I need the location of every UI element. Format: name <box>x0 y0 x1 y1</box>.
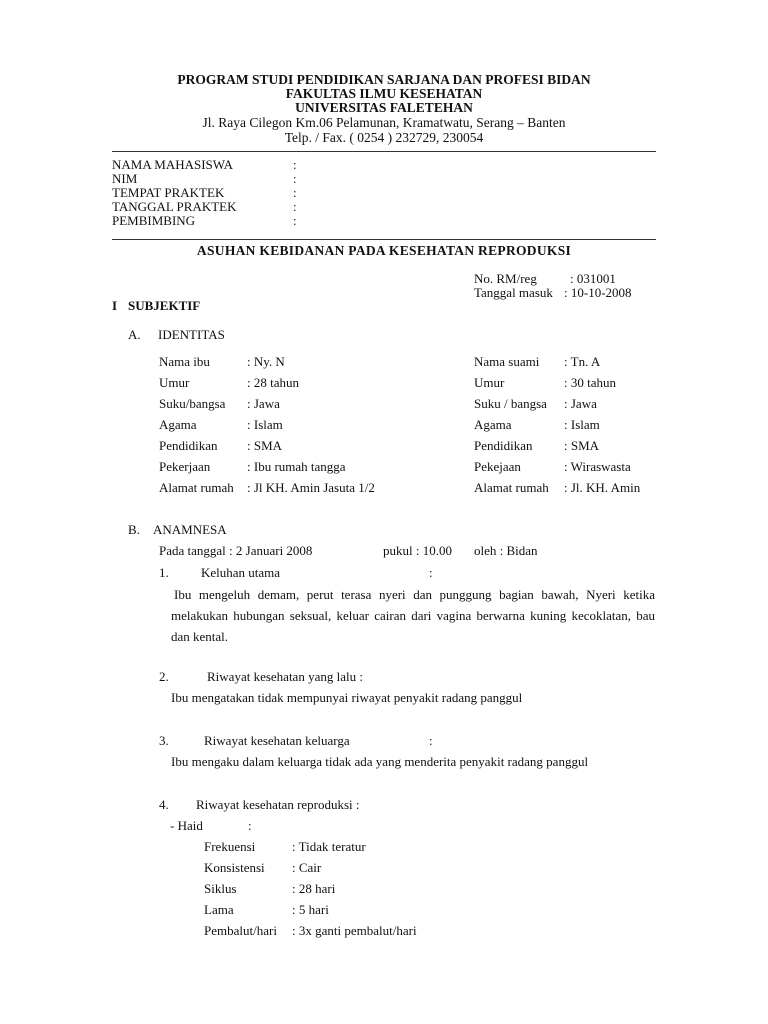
suami-value: : Jl. KH. Amin <box>564 480 641 495</box>
anamnesa-by: oleh : Bidan <box>474 543 538 558</box>
item-number: 1. <box>159 565 169 580</box>
student-label: TANGGAL PRAKTEK <box>112 199 237 214</box>
student-label: TEMPAT PRAKTEK <box>112 185 225 200</box>
subsection-title: IDENTITAS <box>158 327 225 342</box>
haid-row-label: Siklus <box>204 881 237 896</box>
student-sep: : <box>293 185 297 200</box>
ibu-label: Umur <box>159 375 190 390</box>
ibu-label: Pekerjaan <box>159 459 211 474</box>
student-label: NIM <box>112 171 138 186</box>
student-divider <box>112 239 656 240</box>
ibu-label: Nama ibu <box>159 354 210 369</box>
subsection-letter: A. <box>128 327 141 342</box>
suami-label: Agama <box>474 417 512 432</box>
suami-value: : Islam <box>564 417 600 432</box>
suami-label: Pekejaan <box>474 459 521 474</box>
header-divider <box>112 151 656 152</box>
institution-university: UNIVERSITAS FALETEHAN <box>295 100 473 115</box>
student-sep: : <box>293 171 297 186</box>
item-number: 3. <box>159 733 169 748</box>
item-sep: : <box>429 565 433 580</box>
suami-label: Pendidikan <box>474 438 533 453</box>
haid-row-label: Pembalut/hari <box>204 923 277 938</box>
ibu-label: Suku/bangsa <box>159 396 226 411</box>
item-number: 2. <box>159 669 169 684</box>
haid-sep: : <box>248 818 252 833</box>
ibu-value: : Ibu rumah tangga <box>247 459 346 474</box>
suami-label: Suku / bangsa <box>474 396 547 411</box>
suami-value: : Jawa <box>564 396 597 411</box>
haid-row-label: Konsistensi <box>204 860 265 875</box>
anamnesa-date: Pada tanggal : 2 Januari 2008 <box>159 543 313 558</box>
ibu-value: : Islam <box>247 417 283 432</box>
item-text: Ibu mengeluh demam, perut terasa nyeri dan punggung bagian bawah, Nyeri ketika melakukan hubungan seksual, keluar cairan dari vagina berwarna kuning kecoklatan, bau dan kental. <box>171 587 655 644</box>
suami-label: Alamat rumah <box>474 480 549 495</box>
ibu-value: : 28 tahun <box>247 375 299 390</box>
item-number: 4. <box>159 797 169 812</box>
haid-row-value: : 28 hari <box>292 881 336 896</box>
suami-value: : SMA <box>564 438 600 453</box>
anamnesa-time: pukul : 10.00 <box>383 543 452 558</box>
ibu-label: Pendidikan <box>159 438 218 453</box>
institution-phone: Telp. / Fax. ( 0254 ) 232729, 230054 <box>284 130 484 145</box>
record-rm-value: : 031001 <box>570 271 616 286</box>
section-number: I <box>112 298 118 313</box>
item-label: Riwayat kesehatan yang lalu : <box>207 669 363 684</box>
suami-label: Nama suami <box>474 354 540 369</box>
student-sep: : <box>293 199 297 214</box>
ibu-value: : Jl KH. Amin Jasuta 1/2 <box>247 480 375 495</box>
subsection-letter: B. <box>128 522 140 537</box>
ibu-value: : Jawa <box>247 396 280 411</box>
haid-label: - Haid <box>170 818 203 833</box>
student-sep: : <box>293 213 297 228</box>
ibu-label: Alamat rumah <box>159 480 234 495</box>
subsection-title: ANAMNESA <box>153 522 227 537</box>
suami-value: : Tn. A <box>564 354 601 369</box>
student-label: NAMA MAHASISWA <box>112 157 233 172</box>
suami-label: Umur <box>474 375 505 390</box>
ibu-value: : Ny. N <box>247 354 285 369</box>
haid-row-value: : 5 hari <box>292 902 329 917</box>
item-text: Ibu mengatakan tidak mempunyai riwayat penyakit radang panggul <box>171 690 523 705</box>
student-label: PEMBIMBING <box>112 213 196 228</box>
haid-row-value: : Tidak teratur <box>292 839 366 854</box>
haid-row-label: Frekuensi <box>204 839 256 854</box>
suami-value: : 30 tahun <box>564 375 616 390</box>
haid-row-label: Lama <box>204 902 234 917</box>
item-label: Riwayat kesehatan reproduksi : <box>196 797 360 812</box>
item-sep: : <box>429 733 433 748</box>
institution-address: Jl. Raya Cilegon Km.06 Pelamunan, Kramatwatu, Serang – Banten <box>202 115 566 130</box>
item-label: Riwayat kesehatan keluarga <box>204 733 350 748</box>
section-title: SUBJEKTIF <box>128 298 201 313</box>
ibu-value: : SMA <box>247 438 283 453</box>
ibu-label: Agama <box>159 417 197 432</box>
record-date-value: : 10-10-2008 <box>564 285 632 300</box>
item-text: Ibu mengaku dalam keluarga tidak ada yang menderita penyakit radang panggul <box>171 754 589 769</box>
item-label: Keluhan utama <box>201 565 281 580</box>
record-date-label: Tanggal masuk <box>474 285 553 300</box>
institution-program: PROGRAM STUDI PENDIDIKAN SARJANA DAN PROFESI BIDAN <box>177 72 591 87</box>
student-sep: : <box>293 157 297 172</box>
record-rm-label: No. RM/reg <box>474 271 537 286</box>
haid-row-value: : 3x ganti pembalut/hari <box>292 923 417 938</box>
haid-row-value: : Cair <box>292 860 322 875</box>
document-title: ASUHAN KEBIDANAN PADA KESEHATAN REPRODUKSI <box>196 243 572 258</box>
suami-value: : Wiraswasta <box>564 459 631 474</box>
institution-faculty: FAKULTAS ILMU KESEHATAN <box>285 86 483 101</box>
